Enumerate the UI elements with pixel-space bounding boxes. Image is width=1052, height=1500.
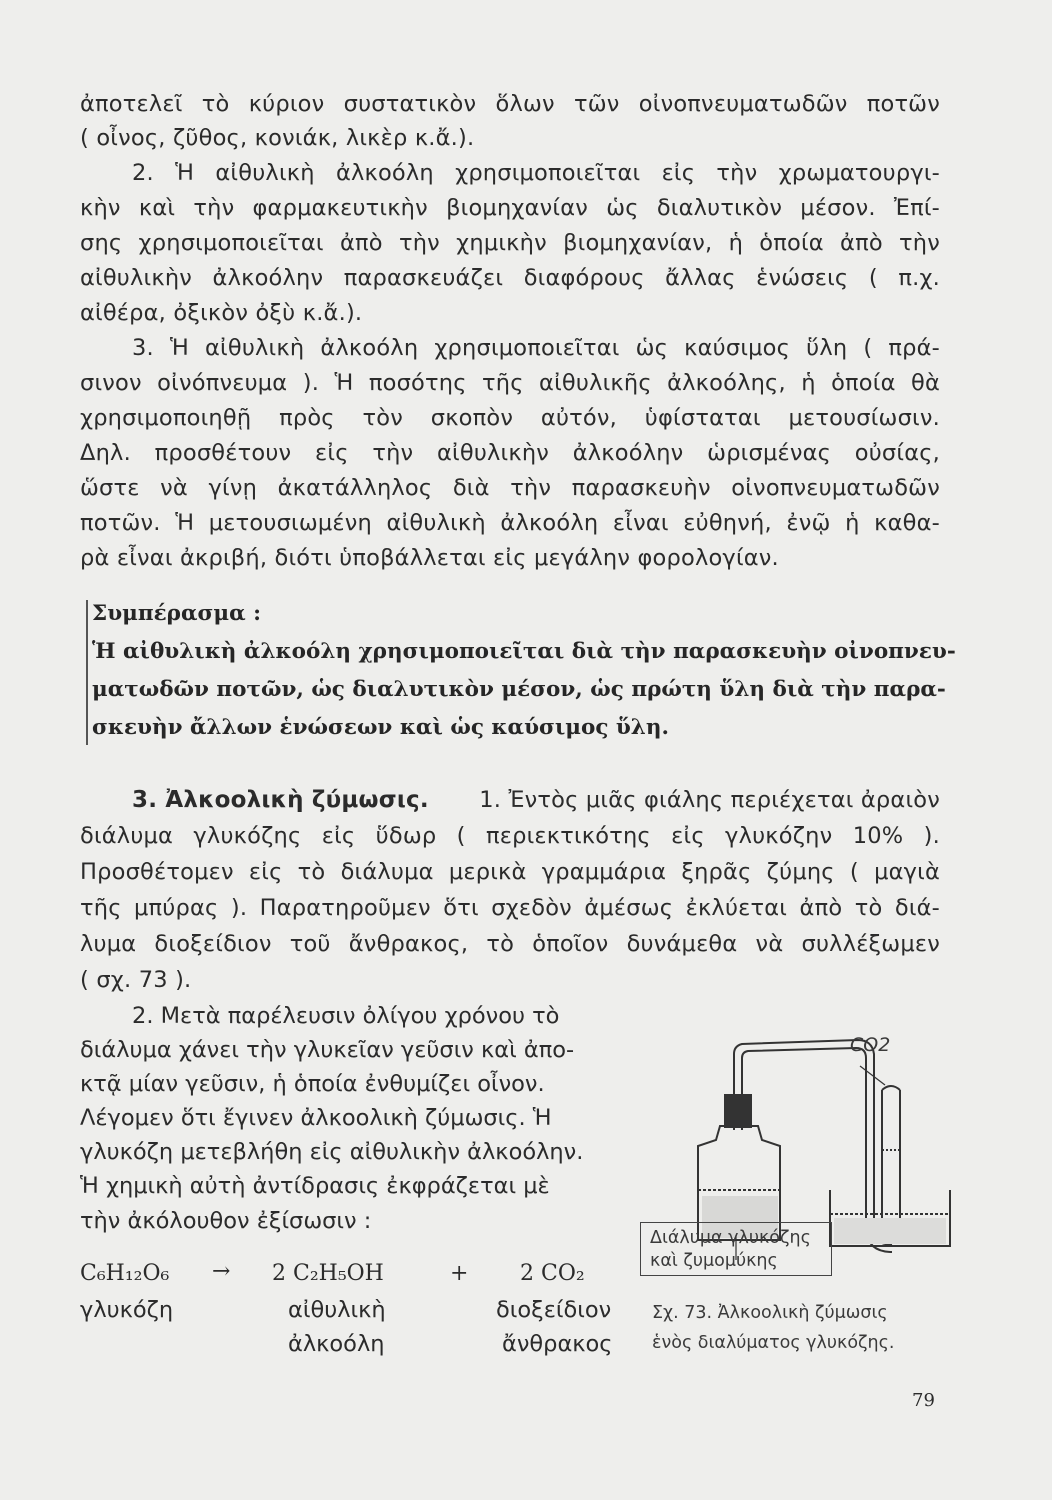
text-line: ( οἶνος, ζῦθος, κονιάκ, λικὲρ κ.ἄ.).	[80, 125, 475, 151]
collecting-tube	[882, 1086, 900, 1230]
figure-caption-line: Σχ. 73. Ἀλκοολικὴ ζύμωσις	[652, 1303, 888, 1323]
text-line: ποτῶν. Ἡ μετουσιωμένη αἰθυλικὴ ἀλκοόλη εἶναι εὐθηνή, ἐνῷ ἡ καθα-	[80, 510, 940, 536]
text-line: τὴν ἀκόλουθον ἐξίσωσιν :	[80, 1208, 372, 1234]
text-line: ἀποτελεῖ τὸ κύριον συστατικὸν ὅλων τῶν οἰνοπνευματωδῶν ποτῶν	[80, 91, 940, 117]
text-line: σης χρησιμοποιεῖται ἀπὸ τὴν χημικὴν βιομηχανίαν, ἡ ὁποία ἀπὸ τὴν	[80, 230, 940, 256]
figure-caption-line: ἑνὸς διαλύματος γλυκόζης.	[652, 1333, 895, 1353]
section-first-line-text: 1. Ἐντὸς μιᾶς φιάλης περιέχεται ἀραιὸν	[479, 787, 940, 813]
product-1-name: αἰθυλικὴ	[288, 1297, 386, 1323]
text-line: διάλυμα γλυκόζης εἰς ὕδωρ ( περιεκτικότης εἰς γλυκόζην 10% ).	[80, 823, 940, 849]
section-heading: 3. Ἀλκοολικὴ ζύμωσις.	[132, 787, 429, 813]
text-line: τῆς μπύρας ). Παρατηροῦμεν ὅτι σχεδὸν ἀμέσως ἐκλύεται ἀπὸ τὸ διά-	[80, 895, 940, 921]
conclusion-heading: Συμπέρασμα :	[92, 601, 262, 626]
text-line: κὴν καὶ τὴν φαρμακευτικὴν βιομηχανίαν ὡς διαλυτικὸν μέσον. Ἐπί-	[80, 195, 940, 221]
text-line: 3. Ἡ αἰθυλικὴ ἀλκοόλη χρησιμοποιεῖται ὡς καύσιμος ὕλη ( πρά-	[132, 335, 940, 361]
text-line: λυμα διοξείδιον τοῦ ἄνθρακος, τὸ ὁποῖον δυνάμεθα νὰ συλλέξωμεν	[80, 931, 940, 957]
text-line: Λέγομεν ὅτι ἔγινεν ἀλκοολικὴ ζύμωσις. Ἡ	[80, 1105, 552, 1131]
figure-label-line: Διάλυμα γλυκόζης	[650, 1228, 811, 1248]
bottle-stopper	[724, 1094, 752, 1128]
page-number: 79	[912, 1390, 935, 1411]
conclusion-bar	[86, 600, 88, 745]
text-line: Προσθέτομεν εἰς τὸ διάλυμα μερικὰ γραμμάρια ξηρᾶς ζύμης ( μαγιὰ	[80, 859, 940, 885]
figure-label-line: καὶ ζυμομύκης	[650, 1251, 778, 1271]
conclusion-line: σκευὴν ἄλλων ἑνώσεων καὶ ὡς καύσιμος ὕλη.	[92, 715, 670, 740]
product-2-name: διοξείδιον	[496, 1297, 612, 1323]
text-line: γλυκόζη μετεβλήθη εἰς αἰθυλικὴν ἀλκοόλην.	[80, 1139, 584, 1165]
text-line: αἰθέρα, ὀξικὸν ὀξὺ κ.ἄ.).	[80, 300, 363, 326]
text-line: αἰθυλικὴν ἀλκοόλην παρασκευάζει διαφόρους ἄλλας ἑνώσεις ( π.χ.	[80, 265, 940, 291]
text-line: Δηλ. προσθέτουν εἰς τὴν αἰθυλικὴν ἀλκοόλην ὡρισμένας οὐσίας,	[80, 440, 940, 466]
text-line: σινον οἰνόπνευμα ). Ἡ ποσότης τῆς αἰθυλικῆς ἀλκοόλης, ἡ ὁποία θὰ	[80, 370, 940, 396]
text-line: διάλυμα χάνει τὴν γλυκεῖαν γεῦσιν καὶ ἀπο-	[80, 1037, 575, 1063]
product-2-name: ἄνθρακος	[502, 1331, 613, 1357]
text-line: χρησιμοποιηθῇ πρὸς τὸν σκοπὸν αὐτόν, ὑφίσταται μετουσίωσιν.	[80, 405, 940, 431]
text-line: Ἡ χημικὴ αὐτὴ ἀντίδρασις ἐκφράζεται μὲ	[80, 1173, 550, 1199]
text-line: ( σχ. 73 ).	[80, 967, 192, 993]
product-1-name: ἀλκοόλη	[288, 1331, 385, 1357]
text-line: ρὰ εἶναι ἀκριβή, διότι ὑποβάλλεται εἰς μεγάλην φορολογίαν.	[80, 545, 779, 571]
reactant-name: γλυκόζη	[80, 1297, 174, 1323]
section-first-line	[132, 784, 940, 816]
equation-arrow: →	[212, 1259, 231, 1284]
text-line: 2. Μετὰ παρέλευσιν ὀλίγου χρόνου τὸ	[132, 1003, 560, 1029]
conclusion-line: ματωδῶν ποτῶν, ὡς διαλυτικὸν μέσον, ὡς πρώτη ὕλη διὰ τὴν παρα-	[92, 677, 946, 702]
co2-label: CO2	[850, 1034, 891, 1056]
equation-plus: +	[450, 1261, 469, 1286]
text-line: 2. Ἡ αἰθυλικὴ ἀλκοόλη χρησιμοποιεῖται εἰς τὴν χρωματουργι-	[132, 160, 940, 186]
text-line: ὥστε νὰ γίνῃ ἀκατάλληλος διὰ τὴν παρασκευὴν οἰνοπνευματωδῶν	[80, 475, 940, 501]
equation-product-1: 2 C₂H₅OH	[272, 1261, 384, 1286]
equation-reactant: C₆H₁₂O₆	[80, 1261, 170, 1286]
trough-water	[834, 1218, 946, 1244]
text-line: κτᾷ μίαν γεῦσιν, ἡ ὁποία ἐνθυμίζει οἶνον.	[80, 1071, 545, 1097]
co2-pointer-line	[860, 1066, 885, 1085]
conclusion-line: Ἡ αἰθυλικὴ ἀλκοόλη χρησιμοποιεῖται διὰ τὴν παρασκευὴν οἰνοπνευ-	[92, 639, 956, 664]
equation-product-2: 2 CO₂	[520, 1261, 585, 1286]
